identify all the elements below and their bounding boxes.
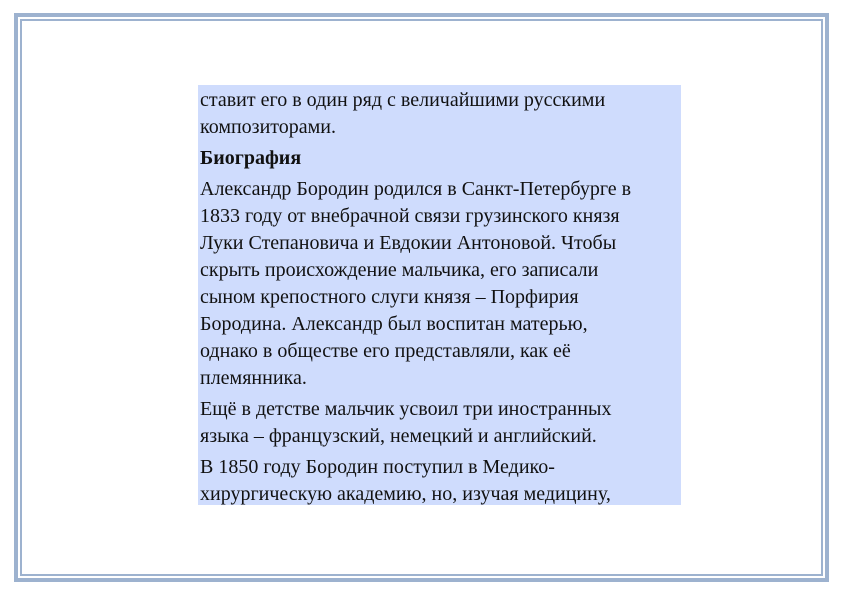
biography-text-block <box>198 85 681 505</box>
languages-paragraph: Ещё в детстве мальчик усвоил три иностранных языка – французский, немецкий и английский. <box>200 398 612 447</box>
intro-paragraph: ставит его в один ряд с величайшими русскими композиторами. <box>200 89 606 138</box>
academy-paragraph: В 1850 году Бородин поступил в Медико- хирургическую академию, но, изучая медицину, <box>200 456 611 505</box>
biography-heading: Биография <box>200 147 302 169</box>
birth-paragraph: Александр Бородин родился в Санкт-Петербурге в 1833 году от внебрачной связи грузинского князя Луки Степановича и Евдокии Антоновой. Чтобы скрыть происхождение мальчика, его записали сыном крепостного слуги князя – Порфирия Бородина. Александр был воспитан матерью, однако в обществе его представляли, как её племянника. <box>200 178 632 389</box>
